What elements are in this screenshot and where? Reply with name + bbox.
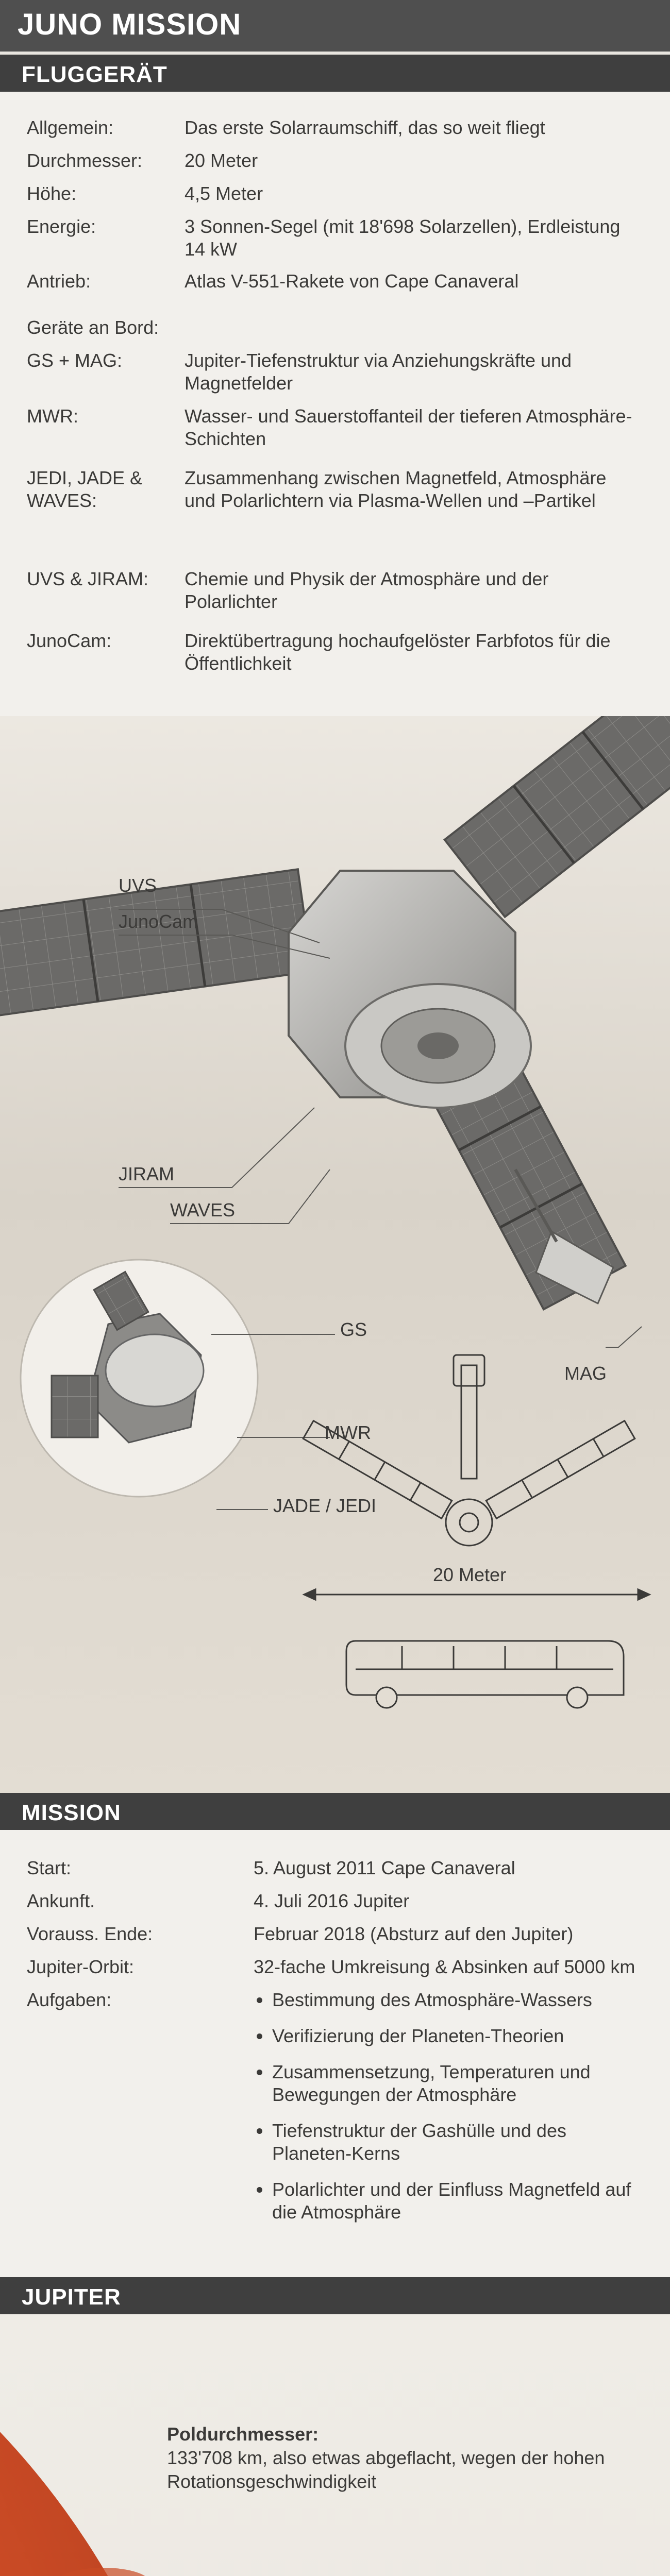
callout-mag: MAG — [564, 1363, 607, 1384]
section-header-mission — [0, 1793, 670, 1830]
callout-uvs: UVS — [119, 875, 157, 896]
row-label: GS + MAG: — [27, 350, 123, 371]
row-label: Start: — [27, 1857, 72, 1878]
row-label: Ankunft. — [27, 1890, 95, 1911]
row-label: Jupiter-Orbit: — [27, 1956, 135, 1977]
row-label: UVS & JIRAM: — [27, 568, 149, 589]
row-value: 32-fache Umkreisung & Absinken auf 5000 km — [254, 1956, 635, 1977]
instrument-detail-inset — [21, 1260, 258, 1497]
row-value: Zusammenhang zwischen Magnetfeld, Atmosphäre und Polarlichtern via Plasma-Wellen und –Partikel — [185, 467, 607, 511]
row-label: Höhe: — [27, 183, 77, 204]
row-value: Jupiter-Tiefenstruktur via Anziehungskräfte und Magnetfelder — [185, 350, 572, 394]
callout-mwr: MWR — [325, 1422, 371, 1443]
section-header-jupiter — [0, 2277, 670, 2314]
row-label: Allgemein: — [27, 117, 114, 138]
row-value: Chemie und Physik der Atmosphäre und der Polarlichter — [185, 568, 549, 612]
row-label: JEDI, JADE & WAVES: — [27, 467, 143, 511]
page-title: JUNO MISSION — [18, 8, 242, 41]
callout-waves: WAVES — [170, 1199, 236, 1221]
task-item: Zusammensetzung, Temperaturen und Bewegungen der Atmosphäre — [272, 2061, 633, 2106]
section-header-spacecraft — [0, 55, 670, 92]
spacecraft-illustration — [0, 716, 670, 1793]
row-label: Durchmesser: — [27, 150, 143, 171]
row-label: Vorauss. Ende: — [27, 1923, 153, 1944]
bus-icon — [346, 1641, 624, 1708]
row-value: Atlas V-551-Rakete von Cape Canaveral — [185, 270, 519, 292]
section-title-spacecraft: FLUGGERÄT — [22, 62, 167, 87]
instruments-header-label: Geräte an Bord: — [27, 317, 159, 338]
spacecraft-body — [289, 871, 531, 1108]
title-bar — [0, 0, 670, 52]
row-label: MWR: — [27, 405, 78, 427]
row-label: Antrieb: — [27, 270, 91, 292]
fact-title: Poldurchmesser: — [167, 2424, 319, 2445]
scale-label: 20 Meter — [433, 1564, 507, 1585]
row-value: 4. Juli 2016 Jupiter — [254, 1890, 410, 1911]
row-label: Energie: — [27, 216, 96, 237]
row-value: Februar 2018 (Absturz auf den Jupiter) — [254, 1923, 574, 1944]
task-item: Verifizierung der Planeten-Theorien — [272, 2025, 633, 2047]
row-value: Direktübertragung hochaufgelöster Farbfotos für die Öffentlichkeit — [185, 630, 611, 674]
scale-arrow — [304, 1589, 649, 1600]
row-value: Das erste Solarraumschiff, das so weit fliegt — [185, 117, 545, 138]
row-value: 20 Meter — [185, 150, 258, 171]
row-label: JunoCam: — [27, 630, 112, 651]
callout-jade-jedi: JADE / JEDI — [273, 1495, 377, 1516]
row-value: 4,5 Meter — [185, 183, 263, 204]
task-item: Polarlichter und der Einfluss Magnetfeld auf die Atmosphäre — [272, 2178, 633, 2224]
fact-pole — [167, 2422, 610, 2494]
callout-gs: GS — [340, 1319, 367, 1340]
row-value: 5. August 2011 Cape Canaveral — [254, 1857, 515, 1878]
spacecraft-panel — [0, 92, 670, 716]
fact-text: 133'708 km, also etwas abgeflacht, wegen der hohen Rotationsgeschwindigkeit — [167, 2447, 605, 2492]
solar-panel-top-right — [445, 716, 670, 917]
mission-panel — [0, 1830, 670, 2277]
row-value: Wasser- und Sauerstoffanteil der tieferen Atmosphäre-Schichten — [185, 405, 632, 449]
section-title-mission: MISSION — [22, 1800, 121, 1825]
row-label: Aufgaben: — [27, 1989, 112, 2010]
row-value: 3 Sonnen-Segel (mit 18'698 Solarzellen), Erdleistung 14 kW — [185, 216, 621, 260]
juno-spacecraft-drawing — [0, 716, 670, 1793]
task-item: Tiefenstruktur der Gashülle und des Planeten-Kerns — [272, 2120, 633, 2165]
jupiter-area — [0, 2314, 670, 2576]
section-title-jupiter: JUPITER — [22, 2284, 121, 2310]
callout-junocam: JunoCam — [119, 911, 198, 932]
task-item: Bestimmung des Atmosphäre-Wassers — [272, 1989, 633, 2011]
callout-jiram: JIRAM — [119, 1163, 174, 1184]
